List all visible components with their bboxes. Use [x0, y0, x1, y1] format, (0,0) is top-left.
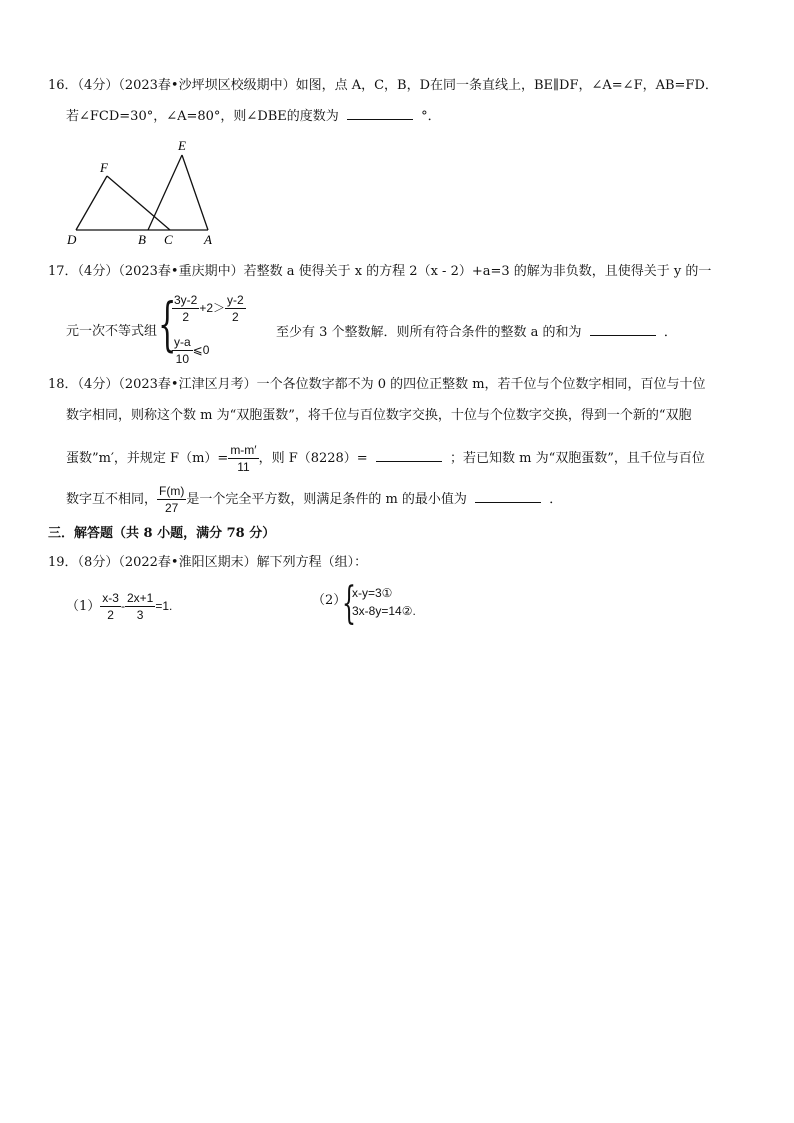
q17-frac3-num: y-a	[174, 335, 191, 349]
q19-p1-frac2-num: 2x+1	[126, 591, 154, 605]
q17-end: ．	[663, 325, 677, 340]
q17-ineq2	[172, 334, 209, 367]
q18-line4b: 是一个完全平方数，则满足条件的 m 的最小值为	[186, 492, 467, 507]
q17-line1: 17．（4分）（2023春•重庆期中）若整数 a 使得关于 x 的方程 2（x - 2）+a=3 的解为非负数，且使得关于 y 的一	[48, 264, 712, 279]
q18-answer-blank-2[interactable]	[475, 490, 541, 503]
segment-EA	[182, 155, 208, 230]
q16-line1: 16．（4分）（2023春•沙坪坝区校级期中）如图，点 A，C，B，D在同一条直线上，BE∥DF，∠A=∠F，AB=FD．	[48, 78, 718, 93]
q17-frac1	[172, 292, 199, 325]
q19-p2-brace: {	[342, 578, 356, 629]
q18-frac-F-num: m-m′	[230, 443, 257, 457]
q19-p2-eq1: x-y=3①	[352, 586, 393, 600]
q18-line3a: 蛋数”m′，并规定 F（m）=	[66, 451, 229, 466]
q17-brace: {	[158, 290, 177, 358]
q18-line3b: ，则 F（8228）=	[258, 451, 368, 466]
q18-frac-Fm-num: F(m)	[159, 484, 185, 498]
q18-line4	[66, 483, 562, 516]
q19-p1-frac1	[100, 590, 121, 623]
q19-p1-frac1-num: x-3	[102, 591, 119, 605]
segment-DF	[76, 176, 107, 230]
q17-frac2	[225, 292, 246, 325]
q19-p2-end: .	[412, 604, 416, 618]
q19-p1-frac1-den: 2	[107, 608, 114, 622]
q18-line4a: 数字互不相同，	[66, 492, 158, 507]
q18-frac-Fm-den: 27	[165, 501, 179, 515]
q18-end: ．	[549, 492, 563, 507]
q18-frac-F-den: 11	[237, 460, 250, 474]
q16-line2-end: °．	[421, 109, 441, 124]
label-F: F	[100, 160, 108, 175]
q18-line1: 18．（4分）（2023春•江津区月考）一个各位数字都不为 0 的四位正整数 m，若千位与个位数字相同，百位与十位	[48, 377, 706, 392]
q17-frac2-den: 2	[232, 310, 239, 324]
label-B: B	[138, 232, 146, 247]
q19-p1-minus: -	[120, 599, 125, 613]
q17-prefix: 元一次不等式组	[66, 324, 158, 339]
segment-BE	[148, 155, 182, 230]
q17-suffix: 至少有 3 个整数解．则所有符合条件的整数 a 的和为	[276, 325, 582, 340]
q17-frac3-den: 10	[175, 352, 190, 366]
q18-answer-blank-1[interactable]	[376, 449, 442, 462]
q19-part1	[66, 590, 172, 623]
q18-line2: 数字相同，则称这个数 m 为“双胞蛋数”，将千位与百位数字交换，十位与个位数字交换，得到一个新的“双胞	[66, 408, 692, 423]
q17-frac2-num: y-2	[227, 293, 244, 307]
q17-frac1-num: 3y-2	[174, 293, 198, 307]
q17-ineq2-rel: ⩽0	[192, 343, 210, 357]
q16-line2	[66, 107, 441, 126]
label-D: D	[67, 232, 77, 247]
q18-frac-F	[228, 442, 258, 475]
q17-answer-blank[interactable]	[590, 323, 656, 336]
q19-p2-eq2	[352, 602, 416, 620]
q16-line2-text: 若∠FCD=30°，∠A=80°，则∠DBE的度数为	[66, 109, 339, 124]
q17-suffix-line	[276, 323, 677, 342]
q16-figure	[62, 138, 222, 248]
q19-p1-rhs: =1.	[155, 599, 173, 613]
q19-p2-label: （2）	[312, 593, 347, 608]
q19-p1-frac2	[125, 590, 155, 623]
section-heading: 三．解答题（共 8 小题，满分 78 分）	[48, 526, 276, 541]
q17-ineq1	[172, 292, 246, 325]
q18-frac-Fm	[157, 483, 186, 516]
label-A: A	[204, 232, 212, 247]
q19-line1: 19．（8分）（2022春•淮阳区期末）解下列方程（组）：	[48, 555, 368, 570]
label-C: C	[164, 232, 173, 247]
q19-p1-label: （1）	[66, 599, 101, 614]
q17-frac1-den: 2	[182, 310, 190, 324]
q19-p2-eq2-text: 3x-8y=14②	[352, 604, 413, 618]
q18-line3	[66, 442, 705, 475]
q16-answer-blank[interactable]	[347, 107, 413, 120]
q17-ineq1-mid: +2＞	[199, 301, 226, 315]
q19-p1-frac2-den: 3	[136, 608, 144, 622]
label-E: E	[178, 138, 186, 153]
q18-line3c: ；若已知数 m 为“双胞蛋数”，且千位与百位	[449, 451, 705, 466]
q17-frac3	[172, 334, 193, 367]
